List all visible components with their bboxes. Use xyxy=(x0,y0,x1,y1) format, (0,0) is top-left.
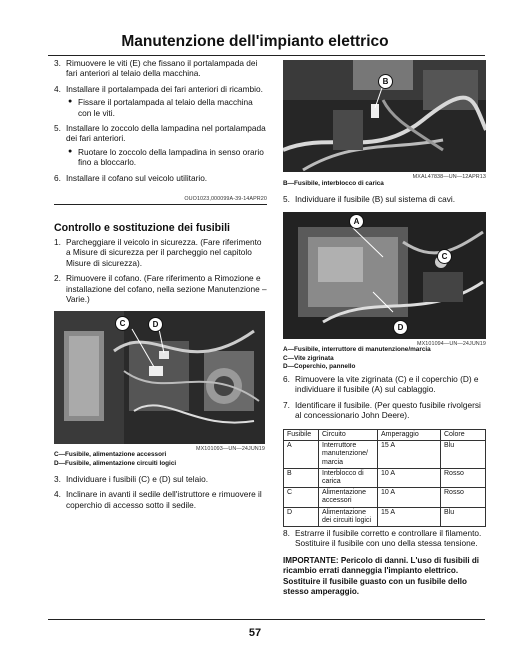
table-row xyxy=(284,468,486,487)
table-cell: Blu xyxy=(441,441,486,469)
callout-d: D xyxy=(148,317,163,332)
bullet-2: ● Ruotare lo zoccolo della lampadina in senso orario fino a bloccarlo. xyxy=(68,146,264,168)
table-cell: Interruttore manutenzione/ marcia xyxy=(319,441,378,469)
callout-d-right: D xyxy=(393,320,408,335)
left-column-top xyxy=(54,58,267,188)
bullet-dot-icon: ● xyxy=(68,147,73,155)
column-header: Fusibile xyxy=(284,430,319,441)
right-column-bottom xyxy=(283,528,486,554)
right-step-6: 6. Rimuovere la vite zigrinata (C) e il coperchio (D) e individuare il fusibile (A) sul cablaggio. xyxy=(283,374,479,395)
column-header: Circuito xyxy=(319,430,378,441)
bullet-dot-icon: ● xyxy=(68,98,73,106)
callout-c: C xyxy=(115,316,130,331)
section-heading: Controllo e sostituzione dei fusibili xyxy=(54,222,230,234)
page-number: 57 xyxy=(248,627,262,639)
caption-right: A—Fusibile, interruttore di manutenzione/marcia C—Vite zigrinata D—Coperchio, pannello xyxy=(283,346,431,371)
step-2: 2. Rimuovere il cofano. (Fare riferimento a Rimozione e installazione del cofano, nella sezione Manutenzione – Varie.) xyxy=(54,273,267,305)
doc-code-1: OUO1023,000099A-39-14APR20 xyxy=(184,196,267,202)
table-cell: A xyxy=(284,441,319,469)
important-notice: IMPORTANTE: Pericolo di danni. L'uso di fusibili di ricambio errati danneggia l'impianto elettrico. Sostituire il fusibile guasto con un fusibile dello stesso amperaggio. xyxy=(283,556,480,597)
header-rule xyxy=(48,55,485,56)
left-column-mid xyxy=(54,237,267,309)
panel-illustration xyxy=(283,212,486,339)
table-cell: C xyxy=(284,488,319,507)
table-cell: 10 A xyxy=(378,488,441,507)
table-cell: Blu xyxy=(441,507,486,526)
table-row xyxy=(284,488,486,507)
table-cell: B xyxy=(284,468,319,487)
caption-left: C—Fusibile, alimentazione accessori D—Fusibile, alimentazione circuiti logici xyxy=(54,451,177,467)
step-4b: 4. Inclinare in avanti il sedile dell'istruttore e rimuovere il coperchio di accesso sotto il sedile. xyxy=(54,489,262,510)
right-column-mid xyxy=(283,374,486,426)
right-step-7: 7. Identificare il fusibile. (Per questo fusibile rivolgersi al concessionario John Deere). xyxy=(283,399,481,421)
table-cell: Alimentazione accessori xyxy=(319,488,378,507)
right-step-5-block xyxy=(283,194,486,209)
fuse-table xyxy=(283,429,486,527)
section-rule xyxy=(54,204,267,205)
table-cell: Rosso xyxy=(441,488,486,507)
right-step-5: 5. Individuare il fusibile (B) sul sistema di cavi. xyxy=(283,194,456,204)
callout-c-right: C xyxy=(437,249,452,264)
table-cell: 10 A xyxy=(378,468,441,487)
callout-b: B xyxy=(378,74,393,89)
page-title: Manutenzione dell'impianto elettrico xyxy=(121,33,389,50)
step-3: 3. Rimuovere le viti (E) che fissano il portalampada dei fari anteriori al telaio della macchina. xyxy=(54,58,258,79)
table-cell: 15 A xyxy=(378,441,441,469)
table-row xyxy=(284,507,486,526)
caption-fuse-b: B—Fusibile, interblocco di carica xyxy=(283,180,384,187)
callout-a: A xyxy=(349,214,364,229)
table-cell: D xyxy=(284,507,319,526)
column-header: Colore xyxy=(441,430,486,441)
step-1: 1. Parcheggiare il veicolo in sicurezza. (Fare riferimento a Misure di sicurezza per il parcheggio nel capitolo Misure di sicurezza). xyxy=(54,237,262,268)
table-row xyxy=(284,441,486,469)
fuse-b-photo xyxy=(283,60,486,172)
footer-rule xyxy=(48,619,485,620)
column-header: Amperaggio xyxy=(378,430,441,441)
step-5: 5. Installare lo zoccolo della lampadina nel portalampada dei fari anteriori. xyxy=(54,123,266,144)
fuse-c-d-photo xyxy=(54,311,265,444)
step-3b: 3. Individuare i fusibili (C) e (D) sul telaio. xyxy=(54,474,209,484)
photo-code-right-2: MX101094—UN—24JUN19 xyxy=(416,341,486,347)
table-cell: Interblocco di carica xyxy=(319,468,378,487)
photo-code-left: MX101093—UN—24JUN19 xyxy=(195,446,265,452)
bullet-1: ● Fissare il portalampada al telaio della macchina con le viti. xyxy=(68,97,253,118)
step-4: 4. Installare il portalampada dei fari anteriori di ricambio. xyxy=(54,83,263,94)
fuse-a-photo xyxy=(283,212,486,339)
engine-bay-illustration xyxy=(54,311,265,444)
table-cell: Alimentazione dei circuiti logici xyxy=(319,507,378,526)
table-cell: 15 A xyxy=(378,507,441,526)
table-header-row xyxy=(284,430,486,441)
left-column-bottom xyxy=(54,474,267,515)
table-cell: Rosso xyxy=(441,468,486,487)
step-6: 6. Installare il cofano sul veicolo utilitario. xyxy=(54,172,208,183)
photo-code-right-1: MXAL47838—UN—12APR13 xyxy=(412,174,486,180)
right-step-8: 8. Estrarre il fusibile corretto e controllare il filamento. Sostituire il fusibile con uno della stessa tensione. xyxy=(283,528,482,549)
